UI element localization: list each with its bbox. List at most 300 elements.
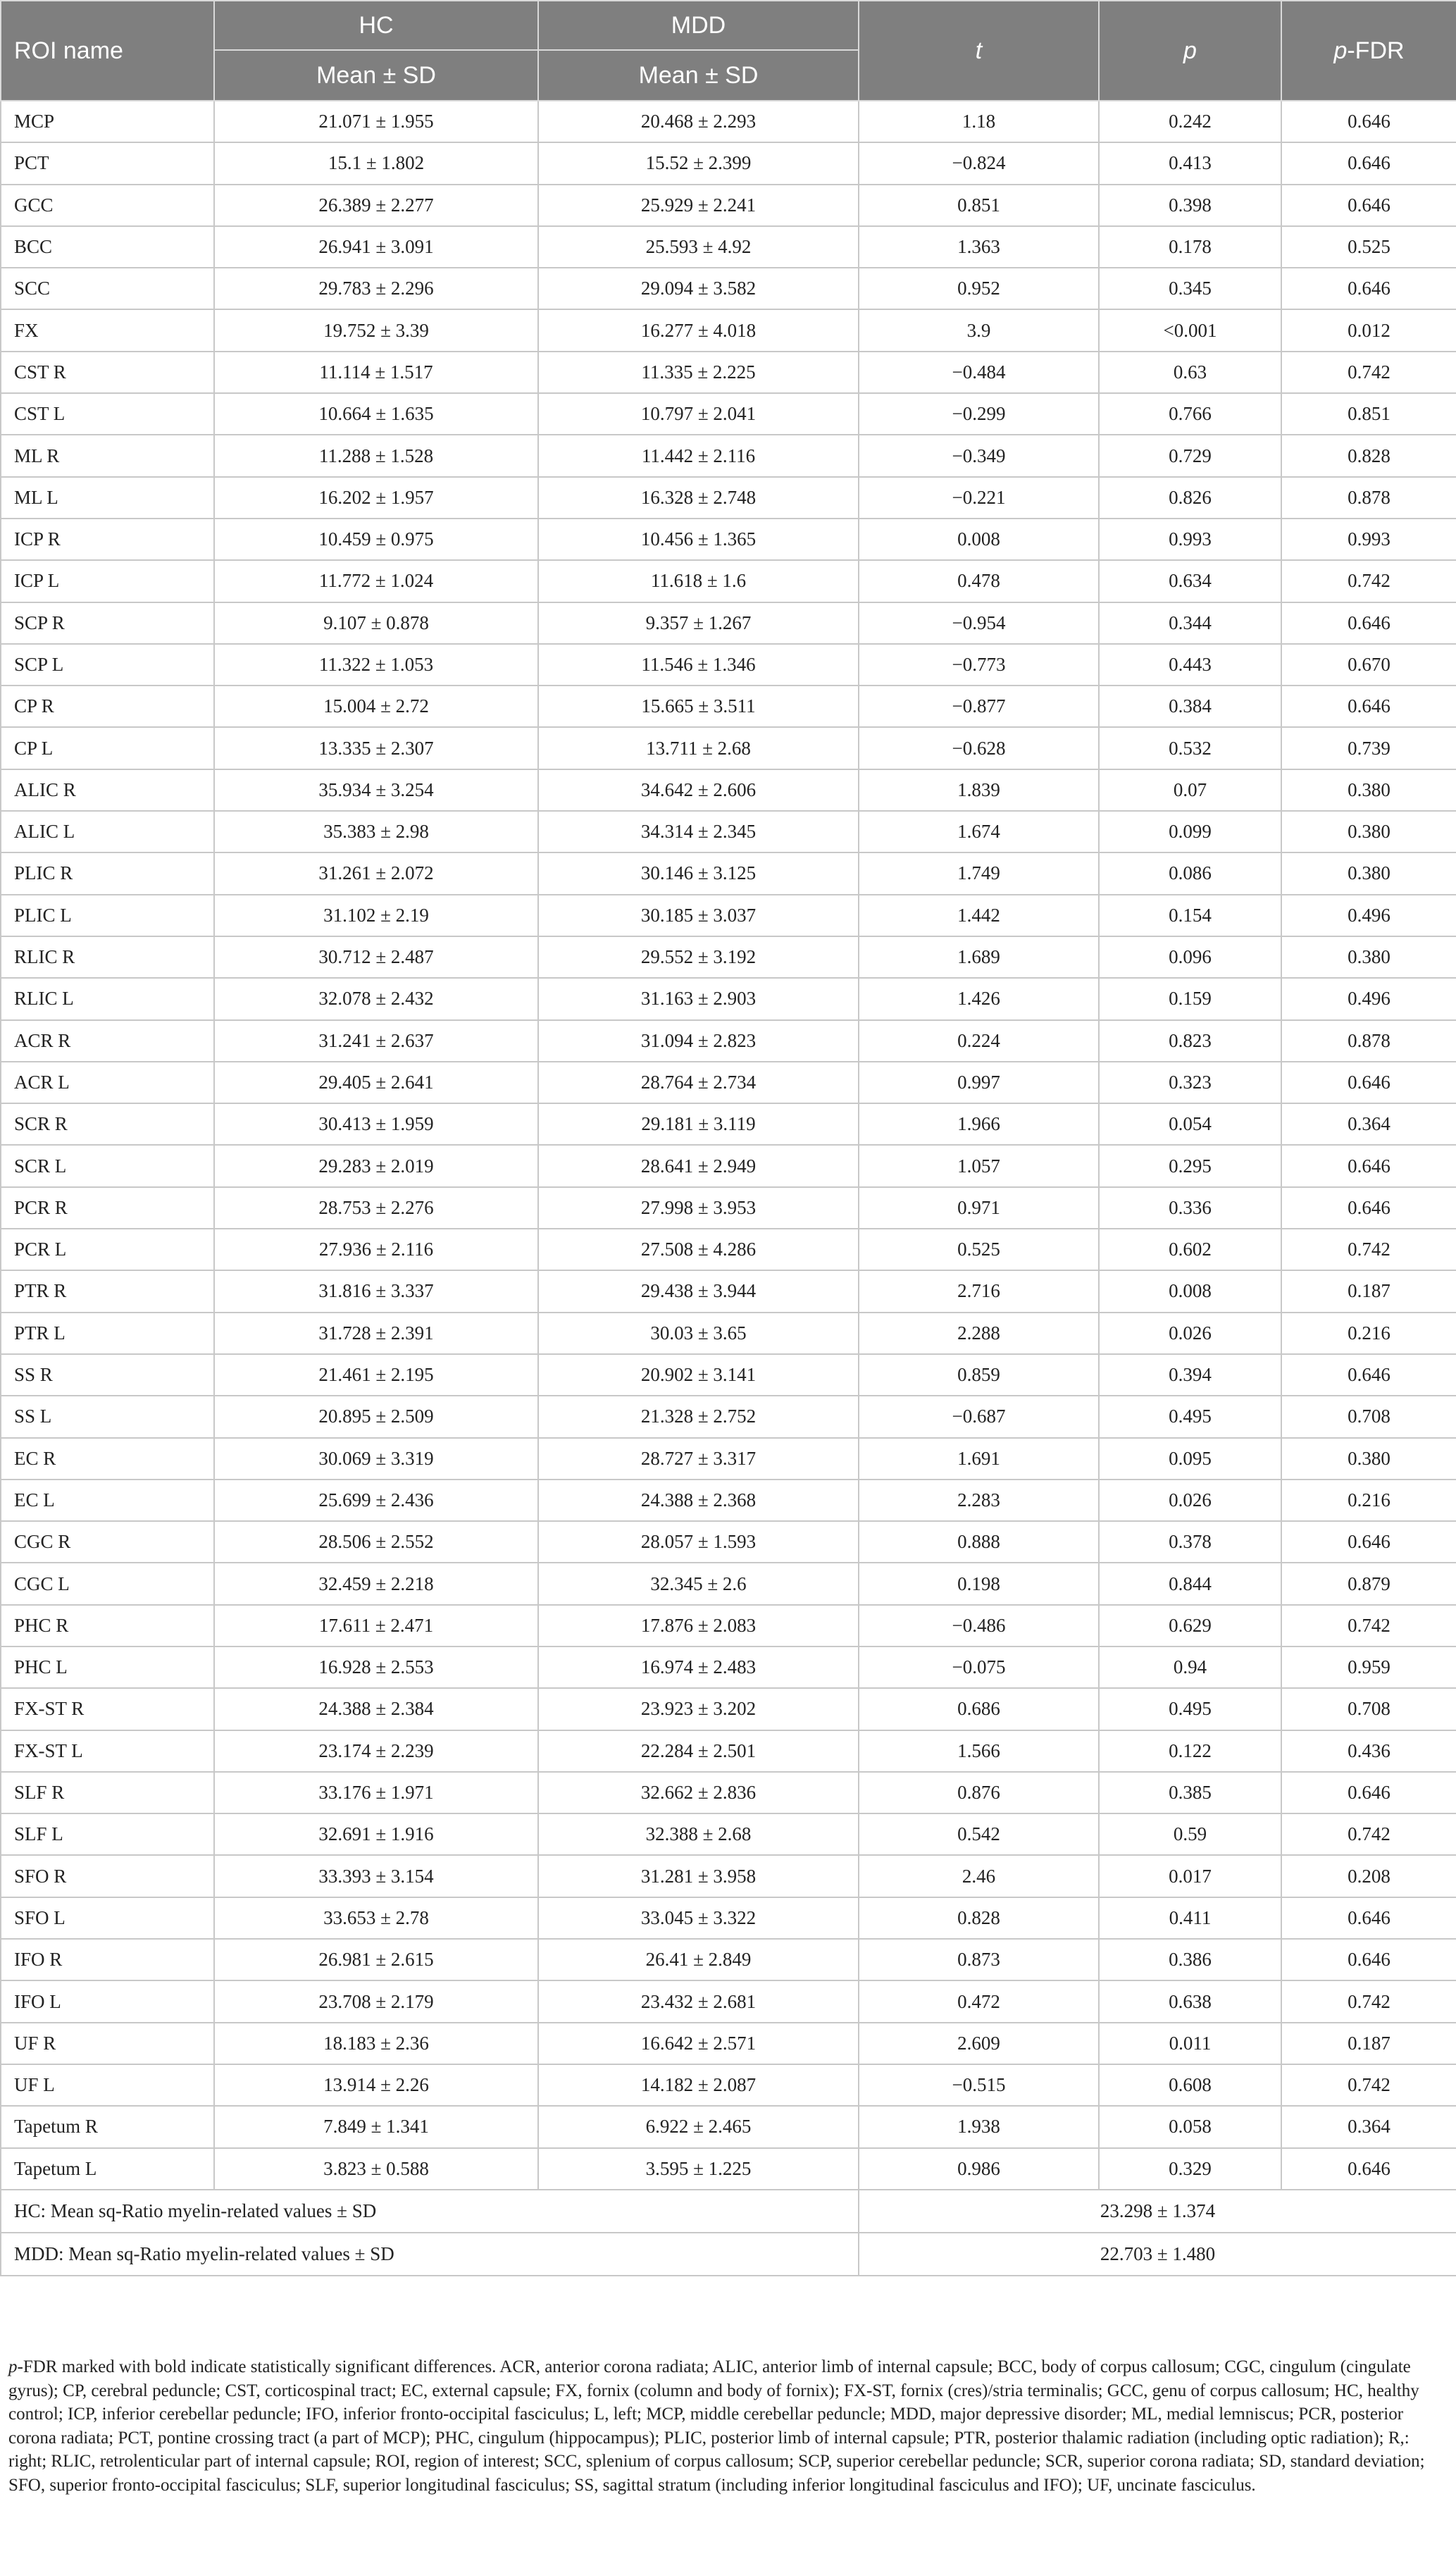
cell-t: −0.954 [859, 602, 1099, 644]
cell-t: 0.198 [859, 1563, 1099, 1604]
table-row [1, 1354, 1456, 1396]
cell-roi: ALIC R [1, 769, 214, 811]
table-row [1, 769, 1456, 811]
cell-t: 0.478 [859, 560, 1099, 602]
cell-roi: EC R [1, 1438, 214, 1480]
cell-hc: 21.071 ± 1.955 [214, 101, 538, 142]
cell-p: 0.344 [1099, 602, 1281, 644]
cell-hc: 9.107 ± 0.878 [214, 602, 538, 644]
header-roi-name: ROI name [1, 1, 214, 101]
cell-roi: IFO L [1, 1980, 214, 2022]
table-row [1, 1855, 1456, 1897]
cell-p: 0.095 [1099, 1438, 1281, 1480]
summary-value: 22.703 ± 1.480 [859, 2233, 1456, 2276]
cell-mdd: 13.711 ± 2.68 [538, 727, 859, 769]
table-row [1, 1187, 1456, 1229]
cell-hc: 20.895 ± 2.509 [214, 1396, 538, 1437]
cell-hc: 15.004 ± 2.72 [214, 686, 538, 727]
cell-mdd: 22.284 ± 2.501 [538, 1730, 859, 1772]
cell-roi: PTR R [1, 1270, 214, 1312]
header-mdd: MDD [538, 1, 859, 50]
cell-mdd: 28.764 ± 2.734 [538, 1062, 859, 1103]
cell-t: 0.525 [859, 1229, 1099, 1270]
cell-roi: PCT [1, 142, 214, 184]
cell-t: 0.971 [859, 1187, 1099, 1229]
cell-t: 1.057 [859, 1145, 1099, 1186]
cell-pfdr: 0.959 [1281, 1646, 1456, 1688]
cell-hc: 28.506 ± 2.552 [214, 1521, 538, 1563]
table-row [1, 852, 1456, 894]
cell-hc: 32.691 ± 1.916 [214, 1813, 538, 1855]
table-row [1, 1605, 1456, 1646]
table-row [1, 1772, 1456, 1813]
cell-roi: SCP R [1, 602, 214, 644]
cell-t: 1.966 [859, 1103, 1099, 1145]
cell-p: 0.844 [1099, 1563, 1281, 1604]
cell-pfdr: 0.436 [1281, 1730, 1456, 1772]
summary-value: 23.298 ± 1.374 [859, 2190, 1456, 2233]
cell-pfdr: 0.646 [1281, 1187, 1456, 1229]
table-row [1, 2023, 1456, 2064]
cell-pfdr: 0.646 [1281, 1521, 1456, 1563]
cell-hc: 13.914 ± 2.26 [214, 2064, 538, 2106]
cell-hc: 26.981 ± 2.615 [214, 1939, 538, 1980]
cell-mdd: 3.595 ± 1.225 [538, 2148, 859, 2190]
cell-p: 0.634 [1099, 560, 1281, 602]
cell-mdd: 31.281 ± 3.958 [538, 1855, 859, 1897]
summary-row [1, 2190, 1456, 2233]
table-row [1, 2106, 1456, 2147]
cell-roi: PCR L [1, 1229, 214, 1270]
cell-p: 0.94 [1099, 1646, 1281, 1688]
summary-label: HC: Mean sq-Ratio myelin-related values ± SD [1, 2190, 859, 2233]
table-row [1, 2148, 1456, 2190]
cell-p: 0.378 [1099, 1521, 1281, 1563]
cell-hc: 10.459 ± 0.975 [214, 519, 538, 560]
cell-t: 0.873 [859, 1939, 1099, 1980]
cell-pfdr: 0.364 [1281, 1103, 1456, 1145]
cell-roi: FX-ST L [1, 1730, 214, 1772]
cell-hc: 29.405 ± 2.641 [214, 1062, 538, 1103]
cell-roi: PCR R [1, 1187, 214, 1229]
summary-row [1, 2233, 1456, 2276]
cell-roi: ICP R [1, 519, 214, 560]
cell-hc: 30.413 ± 1.959 [214, 1103, 538, 1145]
table-header [1, 1, 1456, 101]
cell-t: 1.938 [859, 2106, 1099, 2147]
table-row [1, 602, 1456, 644]
cell-mdd: 31.163 ± 2.903 [538, 978, 859, 1019]
cell-hc: 32.459 ± 2.218 [214, 1563, 538, 1604]
cell-mdd: 25.593 ± 4.92 [538, 226, 859, 268]
table-row [1, 1480, 1456, 1521]
cell-t: −0.515 [859, 2064, 1099, 2106]
cell-p: 0.394 [1099, 1354, 1281, 1396]
cell-mdd: 28.641 ± 2.949 [538, 1145, 859, 1186]
cell-mdd: 11.335 ± 2.225 [538, 352, 859, 393]
cell-t: −0.877 [859, 686, 1099, 727]
cell-pfdr: 0.646 [1281, 101, 1456, 142]
cell-roi: CP L [1, 727, 214, 769]
cell-t: 1.566 [859, 1730, 1099, 1772]
cell-t: 2.46 [859, 1855, 1099, 1897]
cell-roi: FX [1, 309, 214, 351]
cell-t: 0.986 [859, 2148, 1099, 2190]
cell-mdd: 26.41 ± 2.849 [538, 1939, 859, 1980]
cell-mdd: 28.057 ± 1.593 [538, 1521, 859, 1563]
table-row [1, 1563, 1456, 1604]
cell-roi: GCC [1, 185, 214, 226]
cell-p: 0.178 [1099, 226, 1281, 268]
cell-pfdr: 0.646 [1281, 1939, 1456, 1980]
cell-p: 0.329 [1099, 2148, 1281, 2190]
cell-t: 0.686 [859, 1688, 1099, 1730]
cell-t: 0.542 [859, 1813, 1099, 1855]
cell-hc: 35.934 ± 3.254 [214, 769, 538, 811]
cell-p: 0.608 [1099, 2064, 1281, 2106]
cell-hc: 30.712 ± 2.487 [214, 936, 538, 978]
cell-hc: 10.664 ± 1.635 [214, 393, 538, 435]
cell-roi: ICP L [1, 560, 214, 602]
cell-roi: CGC R [1, 1521, 214, 1563]
cell-pfdr: 0.646 [1281, 602, 1456, 644]
cell-hc: 11.772 ± 1.024 [214, 560, 538, 602]
cell-p: 0.07 [1099, 769, 1281, 811]
cell-t: −0.299 [859, 393, 1099, 435]
cell-mdd: 20.902 ± 3.141 [538, 1354, 859, 1396]
cell-p: 0.443 [1099, 644, 1281, 686]
cell-p: 0.026 [1099, 1480, 1281, 1521]
table-row [1, 393, 1456, 435]
cell-pfdr: 0.380 [1281, 852, 1456, 894]
cell-p: 0.384 [1099, 686, 1281, 727]
cell-hc: 16.202 ± 1.957 [214, 477, 538, 519]
cell-pfdr: 0.739 [1281, 727, 1456, 769]
cell-mdd: 27.508 ± 4.286 [538, 1229, 859, 1270]
cell-t: −0.486 [859, 1605, 1099, 1646]
cell-pfdr: 0.187 [1281, 1270, 1456, 1312]
cell-t: 1.674 [859, 811, 1099, 852]
table-row [1, 309, 1456, 351]
cell-p: 0.638 [1099, 1980, 1281, 2022]
cell-p: 0.411 [1099, 1897, 1281, 1939]
cell-roi: SLF L [1, 1813, 214, 1855]
cell-pfdr: 0.878 [1281, 1020, 1456, 1062]
cell-t: 0.997 [859, 1062, 1099, 1103]
cell-t: 0.472 [859, 1980, 1099, 2022]
cell-roi: PTR L [1, 1313, 214, 1354]
table-row [1, 226, 1456, 268]
cell-mdd: 29.094 ± 3.582 [538, 268, 859, 309]
cell-pfdr: 0.496 [1281, 978, 1456, 1019]
cell-pfdr: 0.993 [1281, 519, 1456, 560]
header-p: p [1099, 1, 1281, 101]
cell-pfdr: 0.496 [1281, 895, 1456, 936]
cell-hc: 16.928 ± 2.553 [214, 1646, 538, 1688]
cell-hc: 13.335 ± 2.307 [214, 727, 538, 769]
cell-mdd: 30.146 ± 3.125 [538, 852, 859, 894]
cell-roi: CP R [1, 686, 214, 727]
cell-pfdr: 0.646 [1281, 1354, 1456, 1396]
header-t: t [859, 1, 1099, 101]
cell-hc: 31.728 ± 2.391 [214, 1313, 538, 1354]
table-row [1, 686, 1456, 727]
cell-p: 0.386 [1099, 1939, 1281, 1980]
cell-hc: 33.176 ± 1.971 [214, 1772, 538, 1813]
cell-t: 2.288 [859, 1313, 1099, 1354]
cell-hc: 7.849 ± 1.341 [214, 2106, 538, 2147]
cell-pfdr: 0.380 [1281, 811, 1456, 852]
cell-p: 0.122 [1099, 1730, 1281, 1772]
cell-p: 0.495 [1099, 1396, 1281, 1437]
cell-p: 0.054 [1099, 1103, 1281, 1145]
cell-p: 0.242 [1099, 101, 1281, 142]
cell-hc: 24.388 ± 2.384 [214, 1688, 538, 1730]
footnote-text: -FDR marked with bold indicate statistically significant differences. ACR, anterior corona radiata; ALIC, anterior limb of internal capsule; BCC, body of corpus callosum; CGC, cingulum (cingulate gyrus); CP, cerebral peduncle; CST, corticospinal tract; EC, external capsule; FX, fornix (column and body of fornix); FX-ST, fornix (cres)/stria terminalis; GCC, genu of corpus callosum; HC, healthy control; ICP, inferior cerebellar peduncle; IFO, inferior fronto-occipital fasciculus; L, left; MCP, middle cerebellar peduncle; MDD, major depressive disorder; ML, medial lemniscus; PCR, posterior corona radiata; PCT, pontine crossing tract (a part of MCP); PHC, cingulum (hippocampus); PLIC, posterior limb of internal capsule; PTR, posterior thalamic radiation (including optic radiation); R,: right; RLIC, retrolenticular part of internal capsule; ROI, region of interest; SCC, splenium of corpus callosum; SCP, superior cerebellar peduncle; SCR, superior corona radiata; SD, standard deviation; SFO, superior fronto-occipital fasciculus; SLF, superior longitudinal fasciculus; SS, sagittal stratum (including inferior longitudinal fasciculus and IFO); UF, uncinate fasciculus. [8, 2357, 1425, 2495]
cell-pfdr: 0.646 [1281, 2148, 1456, 2190]
cell-roi: SFO R [1, 1855, 214, 1897]
table-row [1, 1313, 1456, 1354]
cell-pfdr: 0.525 [1281, 226, 1456, 268]
cell-pfdr: 0.742 [1281, 1605, 1456, 1646]
cell-hc: 31.241 ± 2.637 [214, 1020, 538, 1062]
cell-p: 0.826 [1099, 477, 1281, 519]
cell-hc: 29.283 ± 2.019 [214, 1145, 538, 1186]
cell-p: 0.345 [1099, 268, 1281, 309]
cell-hc: 11.114 ± 1.517 [214, 352, 538, 393]
cell-p: 0.058 [1099, 2106, 1281, 2147]
cell-t: 1.749 [859, 852, 1099, 894]
cell-pfdr: 0.670 [1281, 644, 1456, 686]
cell-roi: SCR R [1, 1103, 214, 1145]
table-row [1, 352, 1456, 393]
cell-t: 2.283 [859, 1480, 1099, 1521]
cell-mdd: 27.998 ± 3.953 [538, 1187, 859, 1229]
cell-pfdr: 0.646 [1281, 1772, 1456, 1813]
cell-mdd: 23.923 ± 3.202 [538, 1688, 859, 1730]
cell-hc: 25.699 ± 2.436 [214, 1480, 538, 1521]
cell-t: 0.876 [859, 1772, 1099, 1813]
table-row [1, 1145, 1456, 1186]
cell-mdd: 25.929 ± 2.241 [538, 185, 859, 226]
table-row [1, 519, 1456, 560]
cell-hc: 26.941 ± 3.091 [214, 226, 538, 268]
cell-p: 0.398 [1099, 185, 1281, 226]
cell-p: 0.495 [1099, 1688, 1281, 1730]
cell-p: 0.086 [1099, 852, 1281, 894]
cell-t: 1.18 [859, 101, 1099, 142]
cell-mdd: 20.468 ± 2.293 [538, 101, 859, 142]
cell-roi: SS R [1, 1354, 214, 1396]
cell-pfdr: 0.708 [1281, 1396, 1456, 1437]
cell-mdd: 23.432 ± 2.681 [538, 1980, 859, 2022]
table-row [1, 1521, 1456, 1563]
cell-roi: CGC L [1, 1563, 214, 1604]
cell-roi: SCP L [1, 644, 214, 686]
header-hc: HC [214, 1, 538, 50]
table-row [1, 1396, 1456, 1437]
cell-hc: 21.461 ± 2.195 [214, 1354, 538, 1396]
cell-mdd: 10.797 ± 2.041 [538, 393, 859, 435]
cell-t: 0.224 [859, 1020, 1099, 1062]
cell-mdd: 32.345 ± 2.6 [538, 1563, 859, 1604]
cell-p: 0.011 [1099, 2023, 1281, 2064]
cell-t: 1.363 [859, 226, 1099, 268]
cell-hc: 11.288 ± 1.528 [214, 435, 538, 476]
cell-t: 0.859 [859, 1354, 1099, 1396]
cell-t: 0.952 [859, 268, 1099, 309]
cell-hc: 32.078 ± 2.432 [214, 978, 538, 1019]
table-row [1, 727, 1456, 769]
table-row [1, 477, 1456, 519]
table-row [1, 560, 1456, 602]
cell-hc: 27.936 ± 2.116 [214, 1229, 538, 1270]
cell-p: 0.008 [1099, 1270, 1281, 1312]
cell-p: 0.159 [1099, 978, 1281, 1019]
cell-mdd: 16.642 ± 2.571 [538, 2023, 859, 2064]
cell-p: 0.017 [1099, 1855, 1281, 1897]
cell-roi: SCC [1, 268, 214, 309]
cell-pfdr: 0.878 [1281, 477, 1456, 519]
cell-mdd: 16.328 ± 2.748 [538, 477, 859, 519]
table-footnote [8, 2355, 1445, 2497]
cell-t: −0.484 [859, 352, 1099, 393]
cell-pfdr: 0.708 [1281, 1688, 1456, 1730]
table-row [1, 268, 1456, 309]
header-hc-mean-sd: Mean ± SD [214, 50, 538, 101]
cell-roi: EC L [1, 1480, 214, 1521]
cell-t: 2.609 [859, 2023, 1099, 2064]
cell-p: <0.001 [1099, 309, 1281, 351]
cell-roi: MCP [1, 101, 214, 142]
cell-roi: ACR L [1, 1062, 214, 1103]
cell-hc: 26.389 ± 2.277 [214, 185, 538, 226]
cell-pfdr: 0.187 [1281, 2023, 1456, 2064]
cell-roi: PLIC L [1, 895, 214, 936]
cell-roi: RLIC R [1, 936, 214, 978]
table-row [1, 811, 1456, 852]
table-row [1, 1646, 1456, 1688]
table-row [1, 936, 1456, 978]
cell-t: 0.828 [859, 1897, 1099, 1939]
cell-hc: 31.261 ± 2.072 [214, 852, 538, 894]
cell-roi: UF R [1, 2023, 214, 2064]
cell-hc: 19.752 ± 3.39 [214, 309, 538, 351]
header-mdd-mean-sd: Mean ± SD [538, 50, 859, 101]
cell-roi: ACR R [1, 1020, 214, 1062]
table-row [1, 1438, 1456, 1480]
cell-pfdr: 0.851 [1281, 393, 1456, 435]
cell-mdd: 32.388 ± 2.68 [538, 1813, 859, 1855]
cell-hc: 11.322 ± 1.053 [214, 644, 538, 686]
cell-pfdr: 0.646 [1281, 1897, 1456, 1939]
cell-pfdr: 0.364 [1281, 2106, 1456, 2147]
cell-roi: FX-ST R [1, 1688, 214, 1730]
cell-mdd: 15.665 ± 3.511 [538, 686, 859, 727]
cell-t: 1.839 [859, 769, 1099, 811]
cell-roi: ML L [1, 477, 214, 519]
cell-mdd: 14.182 ± 2.087 [538, 2064, 859, 2106]
cell-t: 1.691 [859, 1438, 1099, 1480]
cell-roi: SCR L [1, 1145, 214, 1186]
table-row [1, 1939, 1456, 1980]
cell-mdd: 29.438 ± 3.944 [538, 1270, 859, 1312]
cell-mdd: 34.314 ± 2.345 [538, 811, 859, 852]
cell-hc: 3.823 ± 0.588 [214, 2148, 538, 2190]
cell-pfdr: 0.646 [1281, 142, 1456, 184]
cell-hc: 18.183 ± 2.36 [214, 2023, 538, 2064]
cell-roi: Tapetum R [1, 2106, 214, 2147]
cell-mdd: 29.552 ± 3.192 [538, 936, 859, 978]
table-row [1, 142, 1456, 184]
cell-hc: 33.653 ± 2.78 [214, 1897, 538, 1939]
table-row [1, 1897, 1456, 1939]
cell-roi: SS L [1, 1396, 214, 1437]
cell-pfdr: 0.742 [1281, 560, 1456, 602]
cell-roi: ALIC L [1, 811, 214, 852]
cell-t: 1.689 [859, 936, 1099, 978]
cell-p: 0.823 [1099, 1020, 1281, 1062]
cell-t: 0.008 [859, 519, 1099, 560]
cell-mdd: 6.922 ± 2.465 [538, 2106, 859, 2147]
cell-p: 0.63 [1099, 352, 1281, 393]
cell-mdd: 9.357 ± 1.267 [538, 602, 859, 644]
table-body [1, 101, 1456, 2276]
cell-p: 0.993 [1099, 519, 1281, 560]
cell-roi: PHC L [1, 1646, 214, 1688]
cell-pfdr: 0.208 [1281, 1855, 1456, 1897]
cell-p: 0.413 [1099, 142, 1281, 184]
cell-t: 1.426 [859, 978, 1099, 1019]
header-p-fdr: p-FDR [1281, 1, 1456, 101]
cell-pfdr: 0.012 [1281, 309, 1456, 351]
cell-mdd: 29.181 ± 3.119 [538, 1103, 859, 1145]
cell-t: 0.888 [859, 1521, 1099, 1563]
cell-t: 2.716 [859, 1270, 1099, 1312]
cell-t: −0.687 [859, 1396, 1099, 1437]
cell-roi: Tapetum L [1, 2148, 214, 2190]
cell-mdd: 31.094 ± 2.823 [538, 1020, 859, 1062]
cell-p: 0.026 [1099, 1313, 1281, 1354]
cell-mdd: 32.662 ± 2.836 [538, 1772, 859, 1813]
cell-pfdr: 0.646 [1281, 686, 1456, 727]
cell-roi: CST R [1, 352, 214, 393]
cell-mdd: 16.974 ± 2.483 [538, 1646, 859, 1688]
cell-p: 0.729 [1099, 435, 1281, 476]
cell-mdd: 10.456 ± 1.365 [538, 519, 859, 560]
cell-pfdr: 0.646 [1281, 185, 1456, 226]
cell-mdd: 34.642 ± 2.606 [538, 769, 859, 811]
cell-t: −0.773 [859, 644, 1099, 686]
cell-roi: BCC [1, 226, 214, 268]
cell-t: 1.442 [859, 895, 1099, 936]
cell-p: 0.629 [1099, 1605, 1281, 1646]
cell-pfdr: 0.646 [1281, 268, 1456, 309]
cell-p: 0.532 [1099, 727, 1281, 769]
cell-pfdr: 0.879 [1281, 1563, 1456, 1604]
cell-roi: CST L [1, 393, 214, 435]
table-row [1, 895, 1456, 936]
cell-mdd: 30.03 ± 3.65 [538, 1313, 859, 1354]
table-row [1, 1103, 1456, 1145]
cell-pfdr: 0.742 [1281, 352, 1456, 393]
table-row [1, 2064, 1456, 2106]
cell-mdd: 21.328 ± 2.752 [538, 1396, 859, 1437]
cell-pfdr: 0.828 [1281, 435, 1456, 476]
cell-hc: 28.753 ± 2.276 [214, 1187, 538, 1229]
cell-p: 0.766 [1099, 393, 1281, 435]
cell-t: 3.9 [859, 309, 1099, 351]
